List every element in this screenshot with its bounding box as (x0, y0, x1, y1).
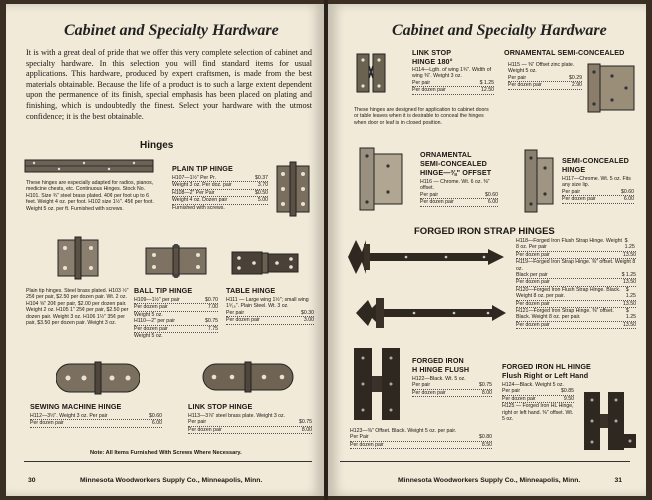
ornamental-semi-concealed-title: ORNAMENTAL SEMI-CONCEALED (504, 48, 625, 57)
ball-tip-hinge-image (140, 244, 212, 278)
link-stop-180-prices: H114—Lgth. of wing 1¾". Width of wing ⅜". Weight 3 oz. Per pair $ 1.25 Per dozen pair 12.50 (412, 67, 494, 94)
semi-concealed-title-1: SEMI-CONCEALED (562, 156, 629, 165)
ornamental-semi-concealed-prices: H115 — ⅜" Offset zinc plate. Weight 5 oz. Per pair $0.29 Per dozen pair 2.90 (508, 62, 582, 89)
right-page (328, 4, 646, 496)
table-hinge-image (230, 248, 300, 278)
ornamental-semi-concealed-image (586, 60, 636, 116)
plain-tip-small-text: Plain tip hinges. Steel brass plated. H103 ½" 25¢ per pair, $2.50 per dozen pair. Wt. 2 oz. H104 ⅝" 20¢ per pair, $2.00 per dozen pair. Weight 2 oz. H105 1" 25¢ per pair, $2.50 per dozen pair. Weight 3 oz. H106 1½" 35¢ per pair, $3.50 per dozen pair. Weight 3 oz. (26, 288, 129, 327)
left-page (6, 4, 324, 496)
link-stop-hinge-image (202, 360, 294, 394)
screws-note: Note: All Items Furnished With Screws Where Necessary. (90, 450, 242, 456)
h-hinge-title-2: H HINGE FLUSH (412, 365, 470, 374)
link-stop-180-hinge-image (354, 48, 388, 98)
strap-hinges-title: FORGED IRON STRAP HINGES (414, 226, 555, 237)
sewing-machine-hinge-title: SEWING MACHINE HINGE (30, 402, 122, 411)
strap-hinge-image-1 (346, 236, 510, 278)
plain-tip-small-hinge-image (54, 236, 102, 280)
h-hinge-image (350, 344, 404, 424)
section-title-hinges: Hinges (140, 140, 174, 151)
table-hinge-prices: H111 — Large wing 1½"; small wing 1⁵⁄₁₆". Plain Steel. Wt. 3 oz. Per pair $0.30 Per dozen pair 3.00 (226, 297, 314, 324)
hl-hinge-image (580, 390, 638, 452)
ornamental-offset-title-2: SEMI-CONCEALED (420, 159, 487, 168)
plain-tip-hinge-image (274, 160, 312, 218)
hl-hinge-title-2: Flush Right or Left Hand (502, 371, 589, 380)
sewing-machine-hinge-image (56, 360, 140, 396)
ball-tip-hinge-title: BALL TIP HINGE (134, 286, 193, 295)
page-number: 31 (614, 477, 622, 484)
continuous-hinge-image (24, 158, 154, 174)
ornamental-offset-title-1: ORNAMENTAL (420, 150, 472, 159)
plain-tip-hinge-title: PLAIN TIP HINGE (172, 164, 233, 173)
semi-concealed-prices: H117—Chrome. Wt. 5 oz. Fits any size lip. Per pair $0.60 Per dozen pair 6.00 (562, 176, 634, 203)
footer-company: Minnesota Woodworkers Supply Co., Minneapolis, Minn. (398, 477, 581, 484)
semi-concealed-title-2: HINGE (562, 165, 586, 174)
link-stop-180-description: These hinges are designed for application to cabinet doors or table leaves when it is desirable to conceal the hinges when door or leaf is in closed position. (354, 107, 489, 126)
page-title: Cabinet and Specialty Hardware (392, 22, 607, 39)
h-hinge-offset-prices: H123—⅜" Offset. Black. Weight 5 oz. per pair. Per Pair $0.80 Per dozen pair 8.50 (350, 428, 492, 448)
footer-company: Minnesota Woodworkers Supply Co., Minneapolis, Minn. (80, 477, 263, 484)
link-stop-hinge-title: LINK STOP HINGE (188, 402, 253, 411)
table-hinge-title: TABLE HINGE (226, 286, 276, 295)
strap-hinge-image-2 (354, 294, 510, 332)
footer-rule (340, 461, 630, 462)
ornamental-offset-title-3: HINGE—⅜" OFFSET (420, 168, 492, 177)
ball-tip-hinge-prices: H109—1½" per pair $0.70 Per dozen pair 7.00 Weight 5 oz. H110—2" per pair $0.75 Per dozen pair 7.75 Weight 5 oz. (134, 297, 218, 340)
intro-paragraph: It is with a great deal of pride that we offer this very complete selection of cabinet and specialty hardware. In this selection you will find standard items for usual applications. This hardware, produced by expert craftsmen, is made from the best materials obtainable. Because the life of a product is to such a large extent dependent upon the permanence of its finish, special emphasis has been placed on plating and finishing, which is undoubtedly the finest. Select your hardware with the utmost confidence; it is the best obtainable. (26, 48, 312, 121)
plain-tip-hinge-prices: H107—1½" Per Pr. $0.37 Weight 3 oz. Per doz. pair 3.70 H108—2" Per Pair $0.50 Weight 4 oz. Dozen pair 5.00 Furnished with screws. (172, 175, 268, 211)
sewing-machine-hinge-prices: H112—3½". Weight 3 oz. Per pair $0.60 Per dozen pair 6.00 (30, 413, 162, 427)
hl-hinge-title-1: FORGED IRON HL HINGE (502, 362, 591, 371)
link-stop-hinge-prices: H113—3⅞" steel brass plate. Weight 3 oz. Per pair $0.75 Per dozen pair 8.00 (188, 413, 312, 433)
continuous-hinge-text: These hinges are especially adapted for radios, pianos, medicine chests, etc. Continuous Hinges. Stock No. H101. Size ¾" steel brass plated. 40¢ per foot up to 6 feet. Weight 4 oz. per foot. H102 size 1½". 45¢ per foot. Weight 5 oz. per ft. Furnished with screws. (26, 180, 154, 212)
h-hinge-prices: H122—Black. Wt. 5 oz. Per pair $0.75 Per dozen pair 8.00 (412, 376, 492, 396)
h-hinge-title-1: FORGED IRON (412, 356, 464, 365)
page-number: 30 (28, 477, 36, 484)
hl-hinge-prices: H124—Black. Weight 5 oz. Per pair $0.85 Per dozen pair 9.50 H125 — Forged Iron HL Hinge, right or left hand. ⅜" offset. Wt. 5 oz. (502, 382, 574, 423)
ornamental-offset-hinge-image (356, 144, 406, 214)
page-title: Cabinet and Specialty Hardware (64, 22, 279, 39)
ornamental-offset-prices: H116 — Chrome. Wt. 6 oz. ⅜" offset. Per pair $0.60 Per dozen pair 6.00 (420, 179, 498, 206)
strap-hinge-prices: H118—Forged Iron Flush Strap Hinge. Weight 8 oz. Per pair $ 1.25 Per dozen pair 13.50 H119—Forged Iron Strap Hinge. ⅜" offset. Weight 8 oz. Black per pair $ 1.25 Per dozen pair 13.50 H120—Forged Iron Flush Strap Hinge. Black. Weight 8 oz. per pair. $ 1.25 Per dozen pair 13.50 H121—Forged Iron Strap Hinge. ⅜" offset. Black. Weight 8 oz. per pair. $ 1.25 Per dozen pair 13.50 (516, 238, 636, 328)
link-stop-180-title-2: HINGE 180° (412, 57, 453, 66)
semi-concealed-hinge-image (522, 146, 556, 216)
link-stop-180-title-1: LINK STOP (412, 48, 452, 57)
footer-rule (24, 461, 312, 462)
